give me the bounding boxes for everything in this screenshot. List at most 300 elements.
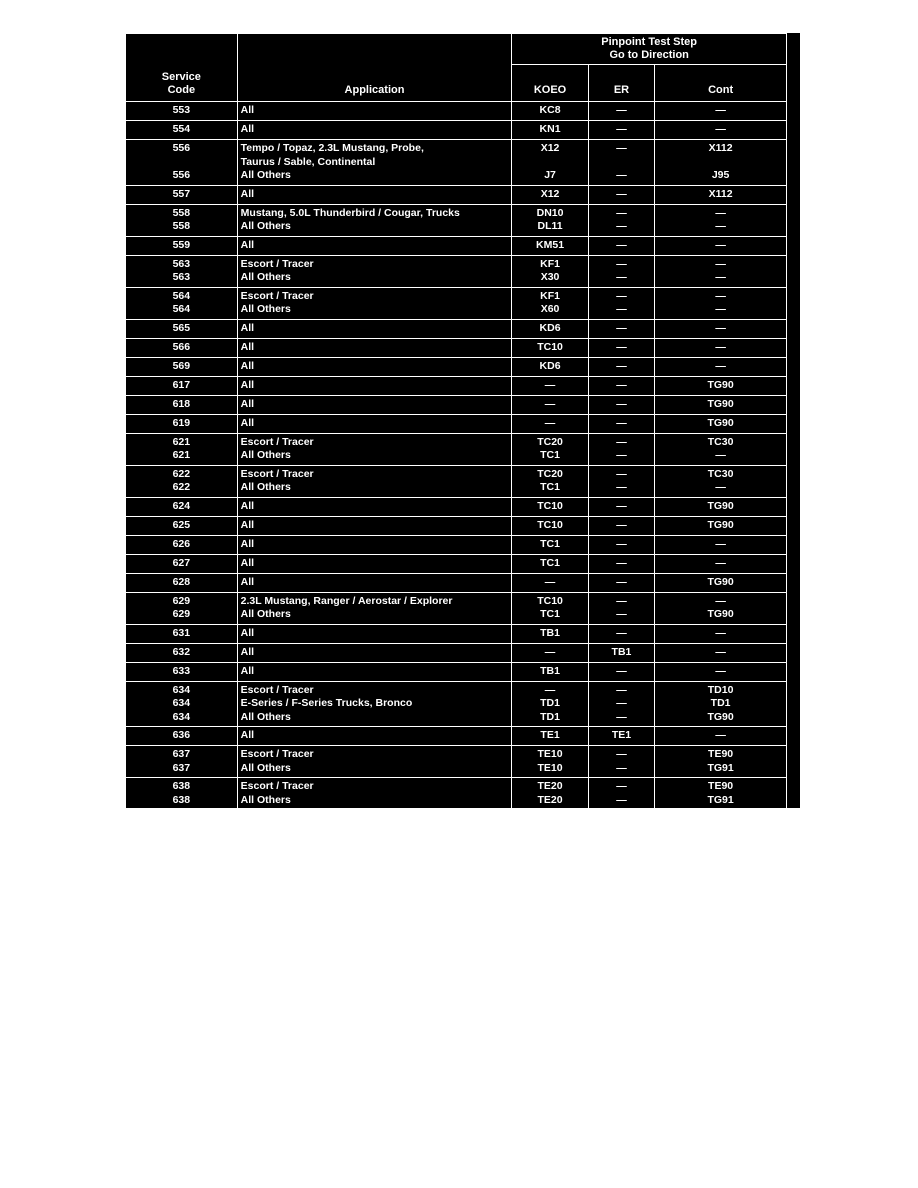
- er-cell: [588, 624, 654, 643]
- koeo-cell: [512, 535, 588, 554]
- koeo-cell: [512, 204, 588, 236]
- cont-cell: [655, 236, 787, 255]
- koeo-cell-line: KF1: [540, 257, 560, 270]
- application-cell: [237, 592, 512, 624]
- cont-cell: [655, 643, 787, 662]
- service-code-cell-line: 566: [172, 340, 191, 353]
- cont-cell: [655, 681, 787, 727]
- er-cell: [588, 727, 654, 746]
- er-cell: [588, 778, 654, 810]
- application-cell-line: All: [240, 187, 255, 200]
- koeo-cell: [512, 662, 588, 681]
- koeo-cell: [512, 102, 588, 121]
- table-row: [126, 746, 787, 778]
- service-code-cell-line: [129, 156, 234, 170]
- cont-cell: [655, 319, 787, 338]
- pinpoint-test-step-header: [512, 34, 787, 65]
- service-code-cell-line: 634: [172, 710, 191, 723]
- service-code-cell: [126, 662, 238, 681]
- cont-cell-line: TG90: [707, 416, 734, 429]
- er-cell-line: —: [616, 220, 627, 232]
- application-cell-line: Escort / Tracer: [240, 683, 314, 696]
- cont-cell-line: TC30: [707, 435, 734, 448]
- koeo-cell: [512, 287, 588, 319]
- application-cell-line: All: [240, 340, 255, 353]
- koeo-cell-line: TB1: [540, 664, 560, 677]
- table-row: [126, 624, 787, 643]
- service-code-cell: [126, 204, 238, 236]
- application-cell: [237, 287, 512, 319]
- service-code-cell: [126, 319, 238, 338]
- er-cell-line: —: [616, 467, 627, 480]
- service-code-cell-line: 564: [172, 303, 191, 315]
- koeo-cell-line: —: [544, 683, 556, 696]
- er-cell: [588, 185, 654, 204]
- koeo-cell-line: KN1: [539, 123, 561, 136]
- er-cell: [588, 662, 654, 681]
- er-cell-line: —: [616, 793, 627, 806]
- cont-cell-line: —: [715, 257, 726, 270]
- cont-cell: [655, 624, 787, 643]
- application-cell-line: All Others: [240, 608, 291, 620]
- table-row: [126, 778, 787, 810]
- application-cell-line: All: [240, 416, 255, 429]
- koeo-cell-line: TC10: [537, 518, 563, 531]
- service-code-cell-line: 631: [172, 626, 191, 639]
- cont-cell-line: X112: [708, 187, 733, 200]
- koeo-cell: [512, 319, 588, 338]
- er-cell-line: —: [616, 435, 627, 448]
- koeo-cell-line: TC1: [540, 537, 560, 550]
- application-cell: [237, 535, 512, 554]
- table-row: [126, 662, 787, 681]
- service-code-cell: [126, 121, 238, 140]
- service-code-cell: [126, 185, 238, 204]
- service-code-cell-line: 637: [172, 761, 191, 774]
- koeo-cell-line: TE10: [537, 748, 563, 760]
- application-cell: [237, 497, 512, 516]
- er-cell-line: —: [616, 575, 627, 588]
- er-cell: [588, 255, 654, 287]
- table-header: [126, 34, 787, 102]
- koeo-cell-line: —: [544, 397, 556, 410]
- application-cell: [237, 338, 512, 357]
- koeo-cell-line: TC10: [537, 499, 563, 512]
- service-code-cell: [126, 535, 238, 554]
- application-cell: [237, 102, 512, 121]
- service-code-header-text: Service Code: [161, 71, 201, 96]
- application-cell-line: All: [240, 499, 255, 512]
- koeo-cell: [512, 338, 588, 357]
- koeo-cell-line: [515, 156, 584, 170]
- koeo-cell: [512, 778, 588, 810]
- table-row: [126, 681, 787, 727]
- er-cell-line: —: [616, 238, 627, 251]
- koeo-cell-line: TE20: [537, 780, 563, 792]
- service-code-cell-line: 636: [172, 729, 191, 742]
- application-cell-line: Escort / Tracer: [240, 257, 314, 270]
- table-row: [126, 236, 787, 255]
- table-row: [126, 414, 787, 433]
- service-code-cell-line: 569: [172, 359, 191, 372]
- service-code-cell-line: 563: [172, 271, 191, 283]
- service-code-cell-line: 625: [172, 518, 191, 531]
- er-cell: [588, 121, 654, 140]
- service-code-header: [126, 34, 238, 102]
- cont-cell-line: —: [715, 321, 726, 334]
- service-code-cell-line: 559: [172, 238, 191, 251]
- application-cell-line: All Others: [240, 793, 291, 806]
- application-cell-line: All: [240, 626, 255, 639]
- cont-cell: [655, 516, 787, 535]
- cont-cell: [655, 357, 787, 376]
- service-code-cell-line: 618: [172, 397, 191, 410]
- table-row: [126, 433, 787, 465]
- cont-cell-line: —: [715, 645, 726, 658]
- cont-cell-line: —: [715, 220, 726, 232]
- koeo-cell: [512, 727, 588, 746]
- koeo-header: KOEO: [512, 65, 588, 102]
- cont-cell-line: TG90: [707, 710, 734, 723]
- koeo-cell-line: X60: [540, 303, 560, 315]
- service-code-cell: [126, 465, 238, 497]
- er-cell-line: —: [616, 123, 627, 136]
- table-row: [126, 204, 787, 236]
- koeo-cell-line: KC8: [539, 104, 561, 117]
- er-cell-line: —: [616, 780, 627, 792]
- cont-cell: [655, 746, 787, 778]
- table-body: [126, 102, 787, 810]
- service-code-cell: [126, 497, 238, 516]
- er-cell-line: —: [616, 481, 627, 493]
- application-cell-line: Escort / Tracer: [240, 435, 314, 448]
- service-code-cell: [126, 592, 238, 624]
- service-code-cell-line: 624: [172, 499, 191, 512]
- application-cell-line: All: [240, 359, 255, 372]
- table-row: [126, 465, 787, 497]
- application-cell-line: All Others: [240, 449, 291, 461]
- service-code-cell: [126, 255, 238, 287]
- application-cell-line: E-Series / F-Series Trucks, Bronco: [240, 697, 413, 709]
- koeo-cell: [512, 376, 588, 395]
- service-code-cell-line: 621: [172, 449, 191, 461]
- er-header: ER: [588, 65, 654, 102]
- er-cell-line: —: [616, 449, 627, 461]
- er-cell: [588, 287, 654, 319]
- er-cell: [588, 465, 654, 497]
- er-cell: [588, 395, 654, 414]
- er-cell: [588, 643, 654, 662]
- table-row: [126, 573, 787, 592]
- koeo-cell: [512, 433, 588, 465]
- application-cell: [237, 624, 512, 643]
- er-cell: [588, 319, 654, 338]
- er-cell-line: —: [616, 187, 627, 200]
- service-code-cell: [126, 554, 238, 573]
- cont-cell: [655, 338, 787, 357]
- koeo-cell-line: J7: [544, 169, 556, 181]
- table-row: [126, 338, 787, 357]
- table-row: [126, 395, 787, 414]
- application-cell-line: Escort / Tracer: [240, 467, 314, 480]
- pinpoint-test-step-header-text: Pinpoint Test Step Go to Direction: [601, 36, 698, 61]
- application-cell-line: All Others: [240, 710, 291, 723]
- koeo-cell: [512, 140, 588, 186]
- er-cell: [588, 433, 654, 465]
- koeo-cell-line: TD1: [540, 710, 560, 723]
- application-cell-line: All: [240, 729, 255, 742]
- er-cell: [588, 746, 654, 778]
- koeo-cell-line: TC10: [537, 340, 563, 353]
- service-code-cell: [126, 357, 238, 376]
- service-code-cell-line: 622: [172, 481, 191, 493]
- er-cell-line: TB1: [611, 645, 632, 658]
- cont-cell-line: TG90: [707, 397, 734, 410]
- application-cell: [237, 255, 512, 287]
- er-cell-line: —: [616, 303, 627, 315]
- cont-cell: [655, 433, 787, 465]
- cont-cell-line: —: [715, 359, 726, 372]
- koeo-cell-line: TD1: [540, 697, 560, 709]
- cont-cell-line: —: [715, 289, 726, 302]
- service-code-cell-line: 634: [172, 683, 191, 696]
- koeo-cell: [512, 681, 588, 727]
- service-code-cell-line: 638: [172, 793, 191, 806]
- koeo-cell-line: —: [544, 575, 556, 588]
- er-cell: [588, 516, 654, 535]
- table-row: [126, 255, 787, 287]
- cont-cell-line: —: [715, 556, 726, 569]
- service-code-cell-line: 638: [172, 780, 191, 792]
- application-cell-line: All Others: [240, 761, 291, 774]
- cont-cell-line: —: [715, 481, 726, 493]
- koeo-cell-line: TC10: [537, 594, 563, 607]
- application-cell-line: All: [240, 397, 255, 410]
- cont-cell: [655, 662, 787, 681]
- koeo-cell-line: —: [544, 378, 556, 391]
- service-code-cell: [126, 727, 238, 746]
- application-header: Application: [237, 34, 512, 102]
- er-cell-line: —: [616, 104, 627, 117]
- application-cell: [237, 185, 512, 204]
- service-code-cell: [126, 287, 238, 319]
- er-cell-line: —: [616, 626, 627, 639]
- application-cell-line: All: [240, 238, 255, 251]
- application-cell-line: All: [240, 104, 255, 117]
- koeo-cell: [512, 357, 588, 376]
- table-row: [126, 376, 787, 395]
- application-cell-line: All Others: [240, 169, 291, 181]
- service-code-cell-line: 556: [172, 142, 191, 154]
- application-cell: [237, 204, 512, 236]
- application-cell: [237, 554, 512, 573]
- er-cell-line: —: [616, 206, 627, 219]
- application-cell-line: Taurus / Sable, Continental: [240, 155, 376, 168]
- er-cell-line: —: [616, 340, 627, 353]
- cont-cell-line: —: [715, 104, 726, 117]
- koeo-cell: [512, 121, 588, 140]
- table-row: [126, 497, 787, 516]
- er-cell: [588, 497, 654, 516]
- table-row: [126, 287, 787, 319]
- application-cell-line: All: [240, 664, 255, 677]
- table-row: [126, 121, 787, 140]
- cont-cell-line: —: [715, 340, 726, 353]
- service-code-cell-line: 556: [172, 169, 191, 181]
- koeo-cell-line: TE1: [540, 729, 560, 742]
- er-cell: [588, 681, 654, 727]
- cont-cell: [655, 287, 787, 319]
- service-code-cell-line: 554: [172, 123, 191, 136]
- er-cell-line: —: [616, 556, 627, 569]
- service-code-cell-line: 626: [172, 537, 191, 550]
- cont-cell-line: —: [715, 123, 726, 136]
- service-code-cell-line: 634: [172, 697, 191, 709]
- cont-cell: [655, 535, 787, 554]
- cont-cell: [655, 140, 787, 186]
- koeo-cell-line: TC1: [540, 556, 560, 569]
- er-cell: [588, 140, 654, 186]
- er-cell: [588, 592, 654, 624]
- application-cell-line: All: [240, 123, 255, 136]
- cont-cell: [655, 255, 787, 287]
- cont-cell: [655, 465, 787, 497]
- application-cell: [237, 433, 512, 465]
- service-code-cell-line: 558: [172, 206, 191, 219]
- service-code-cell: [126, 746, 238, 778]
- er-cell-line: —: [616, 537, 627, 550]
- koeo-cell: [512, 624, 588, 643]
- cont-cell-line: —: [715, 206, 726, 219]
- service-code-cell: [126, 643, 238, 662]
- cont-cell-line: —: [715, 664, 726, 677]
- service-code-cell: [126, 516, 238, 535]
- koeo-cell: [512, 643, 588, 662]
- service-code-cell-line: 632: [172, 645, 191, 658]
- cont-cell-line: —: [715, 449, 726, 461]
- application-cell: [237, 516, 512, 535]
- service-code-cell-line: 617: [172, 378, 191, 391]
- cont-cell-line: —: [715, 271, 726, 283]
- service-code-cell-line: 622: [172, 467, 191, 480]
- er-cell-line: —: [616, 397, 627, 410]
- service-code-cell: [126, 236, 238, 255]
- cont-cell-line: J95: [711, 169, 730, 181]
- service-code-cell-line: 621: [172, 435, 191, 448]
- cont-cell: [655, 592, 787, 624]
- er-cell-line: —: [616, 710, 627, 723]
- cont-cell: [655, 573, 787, 592]
- cont-cell-line: TD1: [710, 697, 731, 709]
- koeo-cell: [512, 465, 588, 497]
- cont-cell-line: TD10: [707, 683, 734, 696]
- service-code-cell-line: 558: [172, 220, 191, 232]
- er-cell-line: —: [616, 761, 627, 774]
- cont-header: Cont: [655, 65, 787, 102]
- er-cell: [588, 376, 654, 395]
- table-row: [126, 727, 787, 746]
- er-cell: [588, 236, 654, 255]
- service-code-cell: [126, 376, 238, 395]
- koeo-cell-line: X12: [540, 187, 560, 200]
- table-row: [126, 102, 787, 121]
- koeo-cell-line: X12: [540, 142, 560, 154]
- service-code-cell: [126, 624, 238, 643]
- cont-cell: [655, 727, 787, 746]
- koeo-cell: [512, 185, 588, 204]
- application-cell: [237, 414, 512, 433]
- application-cell-line: Escort / Tracer: [240, 289, 314, 302]
- er-cell: [588, 338, 654, 357]
- koeo-cell: [512, 236, 588, 255]
- application-cell: [237, 727, 512, 746]
- koeo-cell-line: DL11: [537, 220, 563, 232]
- application-cell: [237, 357, 512, 376]
- koeo-cell: [512, 516, 588, 535]
- er-cell-line: —: [616, 321, 627, 334]
- er-cell-line: —: [616, 664, 627, 677]
- application-cell-line: 2.3L Mustang, Ranger / Aerostar / Explorer: [240, 594, 453, 607]
- service-code-cell: [126, 433, 238, 465]
- application-cell-line: All: [240, 645, 255, 658]
- application-cell-line: All: [240, 575, 255, 588]
- cont-cell-line: TC30: [707, 467, 734, 480]
- service-code-cell-line: 564: [172, 289, 191, 302]
- cont-cell-line: —: [715, 238, 726, 251]
- application-cell: [237, 376, 512, 395]
- table-row: [126, 319, 787, 338]
- cont-cell: [655, 554, 787, 573]
- er-cell-line: —: [616, 683, 627, 696]
- cont-cell: [655, 376, 787, 395]
- er-cell-line: —: [616, 697, 627, 709]
- er-cell-line: —: [616, 499, 627, 512]
- er-cell: [588, 357, 654, 376]
- er-cell: [588, 204, 654, 236]
- pinpoint-test-table-sheet: [125, 33, 800, 808]
- er-cell-line: —: [616, 608, 627, 620]
- er-cell-line: —: [616, 748, 627, 760]
- application-cell: [237, 573, 512, 592]
- pinpoint-test-table: [125, 33, 787, 810]
- application-cell-line: All: [240, 518, 255, 531]
- table-row: [126, 592, 787, 624]
- table-row: [126, 357, 787, 376]
- application-cell-line: Tempo / Topaz, 2.3L Mustang, Probe,: [240, 142, 424, 154]
- koeo-cell: [512, 395, 588, 414]
- er-cell-line: —: [616, 257, 627, 270]
- application-cell: [237, 319, 512, 338]
- koeo-cell-line: TC1: [540, 608, 560, 620]
- application-cell-line: All Others: [240, 303, 291, 315]
- cont-cell-line: TG90: [707, 378, 734, 391]
- table-row: [126, 516, 787, 535]
- service-code-cell-line: 633: [172, 664, 191, 677]
- application-cell-line: All Others: [240, 481, 291, 493]
- koeo-cell: [512, 255, 588, 287]
- application-cell: [237, 778, 512, 810]
- koeo-cell-line: DN10: [536, 206, 564, 219]
- service-code-cell: [126, 414, 238, 433]
- koeo-cell-line: TC20: [537, 467, 563, 480]
- service-code-cell: [126, 778, 238, 810]
- koeo-cell-line: KD6: [539, 359, 561, 372]
- cont-cell-line: TE90: [708, 780, 734, 792]
- cont-cell: [655, 185, 787, 204]
- application-cell: [237, 662, 512, 681]
- koeo-cell-line: TE20: [537, 793, 563, 806]
- table-row: [126, 643, 787, 662]
